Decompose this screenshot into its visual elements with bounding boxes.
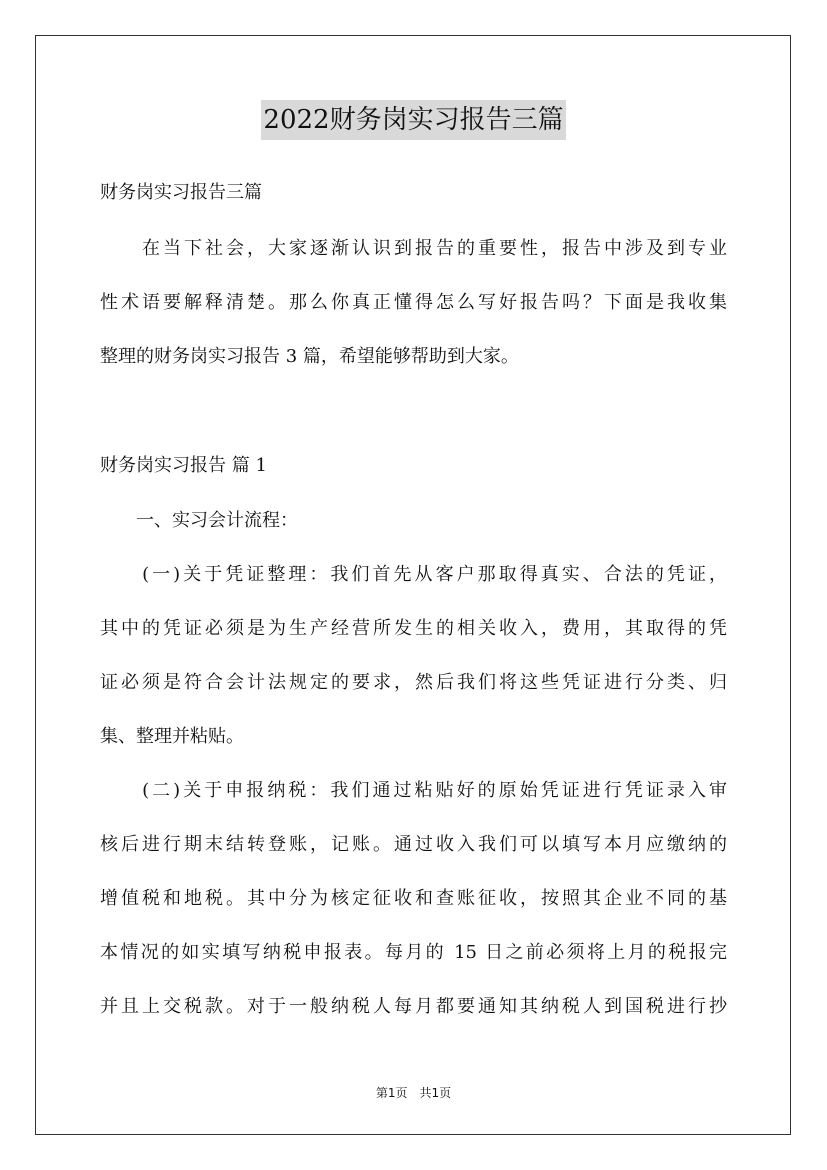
para2-line-3: 增值税和地税。其中分为核定征收和查账征收，按照其企业不同的基 [100, 888, 727, 909]
para1-line-1: (一)关于凭证整理：我们首先从客户那取得真实、合法的凭证， [100, 564, 727, 585]
document-subtitle: 财务岗实习报告三篇 [100, 182, 262, 203]
para2-line-1: (二)关于申报纳税：我们通过粘贴好的原始凭证进行凭证录入审 [100, 780, 727, 801]
intro-line-1: 在当下社会，大家逐渐认识到报告的重要性，报告中涉及到专业 [100, 238, 727, 259]
para2-line-2: 核后进行期末结转登账，记账。通过收入我们可以填写本月应缴纳的 [100, 834, 727, 855]
para1-line-4: 集、整理并粘贴。 [100, 726, 244, 747]
page-footer: 第1页 共1页 [375, 1086, 452, 1100]
para2-line-4: 本情况的如实填写纳税申报表。每月的 15 日之前必须将上月的税报完 [100, 942, 727, 963]
section-heading: 财务岗实习报告 篇 1 [100, 455, 267, 476]
document-title: 2022财务岗实习报告三篇 [261, 100, 565, 140]
para1-line-3: 证必须是符合会计法规定的要求，然后我们将这些凭证进行分类、归 [100, 672, 727, 693]
para1-line-2: 其中的凭证必须是为生产经营所发生的相关收入，费用，其取得的凭 [100, 618, 727, 639]
intro-line-3: 整理的财务岗实习报告 3 篇，希望能够帮助到大家。 [100, 346, 519, 367]
title-container [0, 100, 827, 140]
para2-line-5: 并且上交税款。对于一般纳税人每月都要通知其纳税人到国税进行抄 [100, 996, 727, 1017]
item-heading: 一、实习会计流程： [100, 510, 298, 531]
intro-line-2: 性术语要解释清楚。那么你真正懂得怎么写好报告吗？下面是我收集 [100, 292, 727, 313]
